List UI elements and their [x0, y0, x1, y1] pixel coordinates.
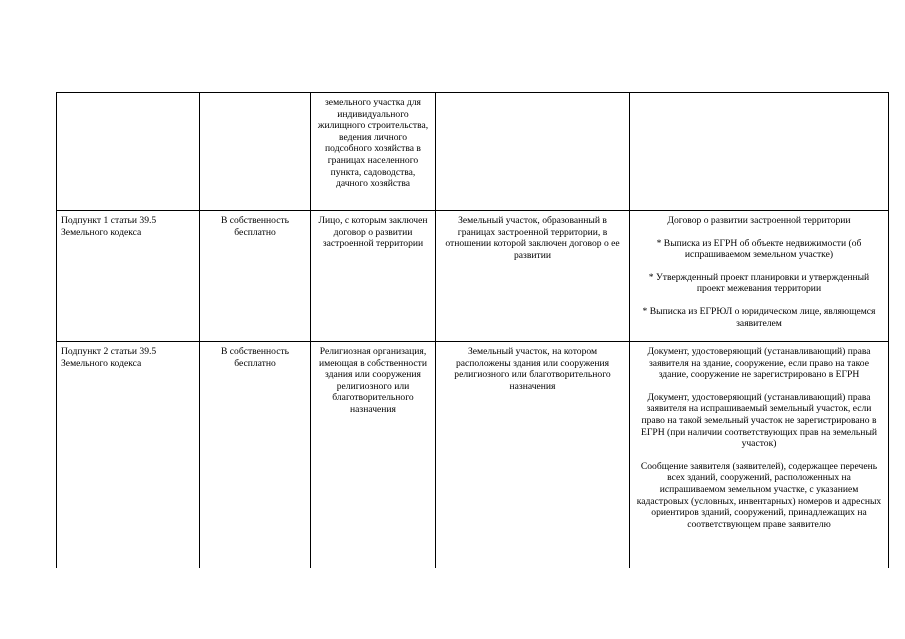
basis-cell: Подпункт 2 статьи 39.5 Земельного кодекса [57, 342, 200, 569]
table-row [57, 342, 889, 569]
applicant-cell: земельного участка для индивидуального жилищного строительства, ведения личного подсобного хозяйства в границах населенного пункта, садоводства, дачного хозяйства [311, 93, 436, 211]
table-row [57, 211, 889, 342]
document-item: * Выписка из ЕГРЮЛ о юридическом лице, являющемся заявителем [642, 305, 876, 329]
ownership-cell [200, 93, 311, 211]
document-item: Договор о развитии застроенной территории [667, 215, 851, 226]
documents-cell [630, 211, 889, 342]
document-item: Документ, удостоверяющий (устанавливающий) права заявителя на здание, сооружение, если право на такое здание, сооружение не зарегистрировано в ЕГРН [647, 346, 871, 381]
table-row [57, 93, 889, 211]
land-plot-cell [436, 93, 630, 211]
land-plot-cell: Земельный участок, образованный в границах застроенной территории, в отношении которой заключен договор о ее развитии [436, 211, 630, 342]
ownership-cell: В собственность бесплатно [200, 211, 311, 342]
land-plot-cell: Земельный участок, на котором расположены здания или сооружения религиозного или благотворительного назначения [436, 342, 630, 569]
basis-cell: Подпункт 1 статьи 39.5 Земельного кодекса [57, 211, 200, 342]
ownership-cell: В собственность бесплатно [200, 342, 311, 569]
land-provision-table [56, 92, 889, 568]
document-item: * Выписка из ЕГРН об объекте недвижимости (об испрашиваемом земельном участке) [656, 237, 862, 261]
basis-cell [57, 93, 200, 211]
documents-cell [630, 342, 889, 569]
applicant-cell: Религиозная организация, имеющая в собственности здания или сооружения религиозного или благотворительного назначения [311, 342, 436, 569]
document-item: Сообщение заявителя (заявителей), содержащее перечень всех зданий, сооружений, расположенных на испрашиваемом земельном участке, с указанием кадастровых (условных, инвентарных) номеров и адресных ориентиров зданий, сооружений, принадлежащих на соответствующем праве заявителю [636, 460, 882, 530]
document-item: * Утвержденный проект планировки и утвержденный проект межевания территории [648, 271, 870, 295]
applicant-cell: Лицо, с которым заключен договор о развитии застроенной территории [311, 211, 436, 342]
document-item: Документ, удостоверяющий (устанавливающий) права заявителя на испрашиваемый земельный участок, если право на такой земельный участок не зарегистрировано в ЕГРН (при наличии соответствующих прав на земельный участок) [640, 391, 878, 450]
documents-cell [630, 93, 889, 211]
